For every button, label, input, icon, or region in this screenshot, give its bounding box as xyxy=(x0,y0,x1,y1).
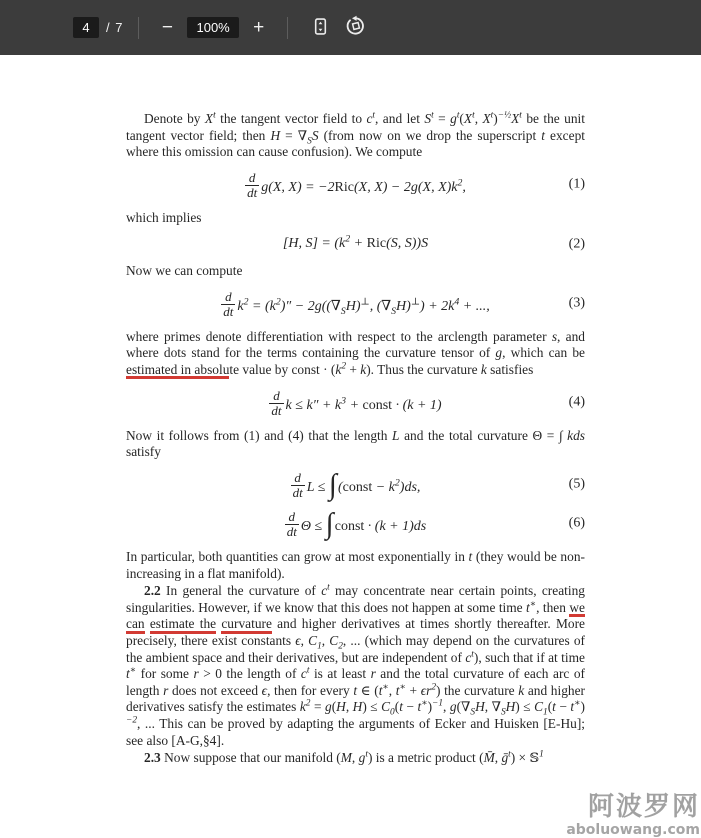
paragraph: Now it follows from (1) and (4) that the length L and the total curvature Θ = ∫ kds satisfy xyxy=(126,427,585,460)
toolbar-divider xyxy=(287,17,288,39)
pdf-page xyxy=(126,55,585,767)
pdf-viewer-toolbar xyxy=(0,0,701,55)
display-equation: [H, $S] = (k^2 + Ric(S$, S))S (2) xyxy=(282,233,585,252)
fit-to-page-button[interactable] xyxy=(310,16,331,40)
red-underline-annotation: curvature xyxy=(221,616,272,634)
watermark-title: 阿波罗网 xyxy=(587,792,700,822)
equation-number: (2) xyxy=(568,236,585,252)
page-number-input[interactable] xyxy=(73,17,99,38)
toolbar-divider xyxy=(138,17,139,39)
paragraph: 2.2 In general the curvature of $c^t$ may concentrate near certain points, creating singularities. However, if we know that this does not happen at some time t∗, then we can estimate the curvature and higher derivatives at times shortly thereafter. More precisely, there exist constants ϵ, $C_1$, $C_2$, ... (which may depend on the curvatures of the ambient space and their derivatives, but are independent of $c^t$), such that if at time t∗ for some r > 0 the length of $c^t$ is at least r and the total curvature of each arc of length r does not exceed ϵ, then for every t ∈ (t∗, $t^∗ + \epsilon r^2$) the curvature k and higher derivatives satisfy the estimates $k^2 = g(H$, $H) \le C_0(t - t^∗)^{-1}$, $g(\nabla_SH$, $\nabla_SH) \le C_1(t - t^∗)^{-2}$, ... This can be proved by adapting the arguments of Ecker and Huisken [E-Hu]; see also [A-G,§4]. xyxy=(126,582,586,748)
paragraph: 2.3 Now suppose that our manifold (M, $g^t$) is a metric product (M̄, ḡ$^t$) × 𝕊$^1$ xyxy=(144,749,544,766)
display-equation: $\frac{d}{dt}$ $k^2 = (k^2)'' - 2g((\nabla_SH)^\perp$, $(\nabla_SH)^\perp) + 2k^4$ + ..., (3) xyxy=(223,288,585,319)
watermark xyxy=(566,794,700,837)
rotate-button[interactable] xyxy=(345,15,367,40)
paragraph: In particular, both quantities can grow at most exponentially in t (they would be non-increasing in a flat manifold). xyxy=(126,549,585,581)
equation-number: (1) xyxy=(568,177,585,193)
rotate-counterclockwise-icon xyxy=(345,15,367,40)
equation-number: (3) xyxy=(568,295,585,311)
equation-number: (6) xyxy=(568,516,585,532)
page-count-label: / 7 xyxy=(106,20,124,35)
red-underline-annotation: estimated in absolu xyxy=(126,362,229,380)
display-equation: $\frac{d}{dt}$ L ≤ ∫(const − $k^2)ds$, (5) xyxy=(292,469,585,502)
paragraph: which implies xyxy=(126,209,202,225)
watermark-url: aboluowang.com xyxy=(566,822,700,838)
paragraph: Denote by $X^t$ the tangent vector field to $c^t$, and let $S^t = g^t(X^t$, $X^t)^{-\frac{1}{2}}X^t$ be the unit tangent vector field; then $H = \nabla_SS$ (from now on we drop the superscript t except where this omission can cause confusion). We compute xyxy=(126,110,585,160)
fit-to-page-icon xyxy=(310,16,331,40)
zoom-level-display: 100% xyxy=(187,17,238,38)
red-underline-annotation: we can xyxy=(126,600,585,634)
red-underline-annotation: estimate the xyxy=(150,616,216,634)
zoom-out-button[interactable]: − xyxy=(154,18,180,37)
toolbar-controls xyxy=(73,15,374,40)
equation-number: (4) xyxy=(568,394,585,410)
paragraph: where primes denote differentiation with respect to the arclength parameter s, and where dots stand for the terms containing the curvature tensor of g, which can be estimated in absolute value by const · $(k^2 + k)$. Thus the curvature k satisfies xyxy=(126,329,585,379)
zoom-in-button[interactable]: + xyxy=(246,18,272,37)
paragraph: Now we can compute xyxy=(126,263,243,279)
display-equation: $\frac{d}{dt}$ $k \le k'' + k^3$ + const · (k + 1) (4) xyxy=(271,387,585,418)
display-equation: $\frac{d}{dt}$ Θ ≤ ∫const · (k + 1)ds (6) xyxy=(286,508,585,541)
display-equation: $\frac{d}{dt}$ g(X, X) = −2Ric(X, X) − 2g(X, $X)k^2$, (1) xyxy=(247,169,585,200)
pdf-document-viewport[interactable] xyxy=(0,55,701,838)
equation-number: (5) xyxy=(568,477,585,493)
